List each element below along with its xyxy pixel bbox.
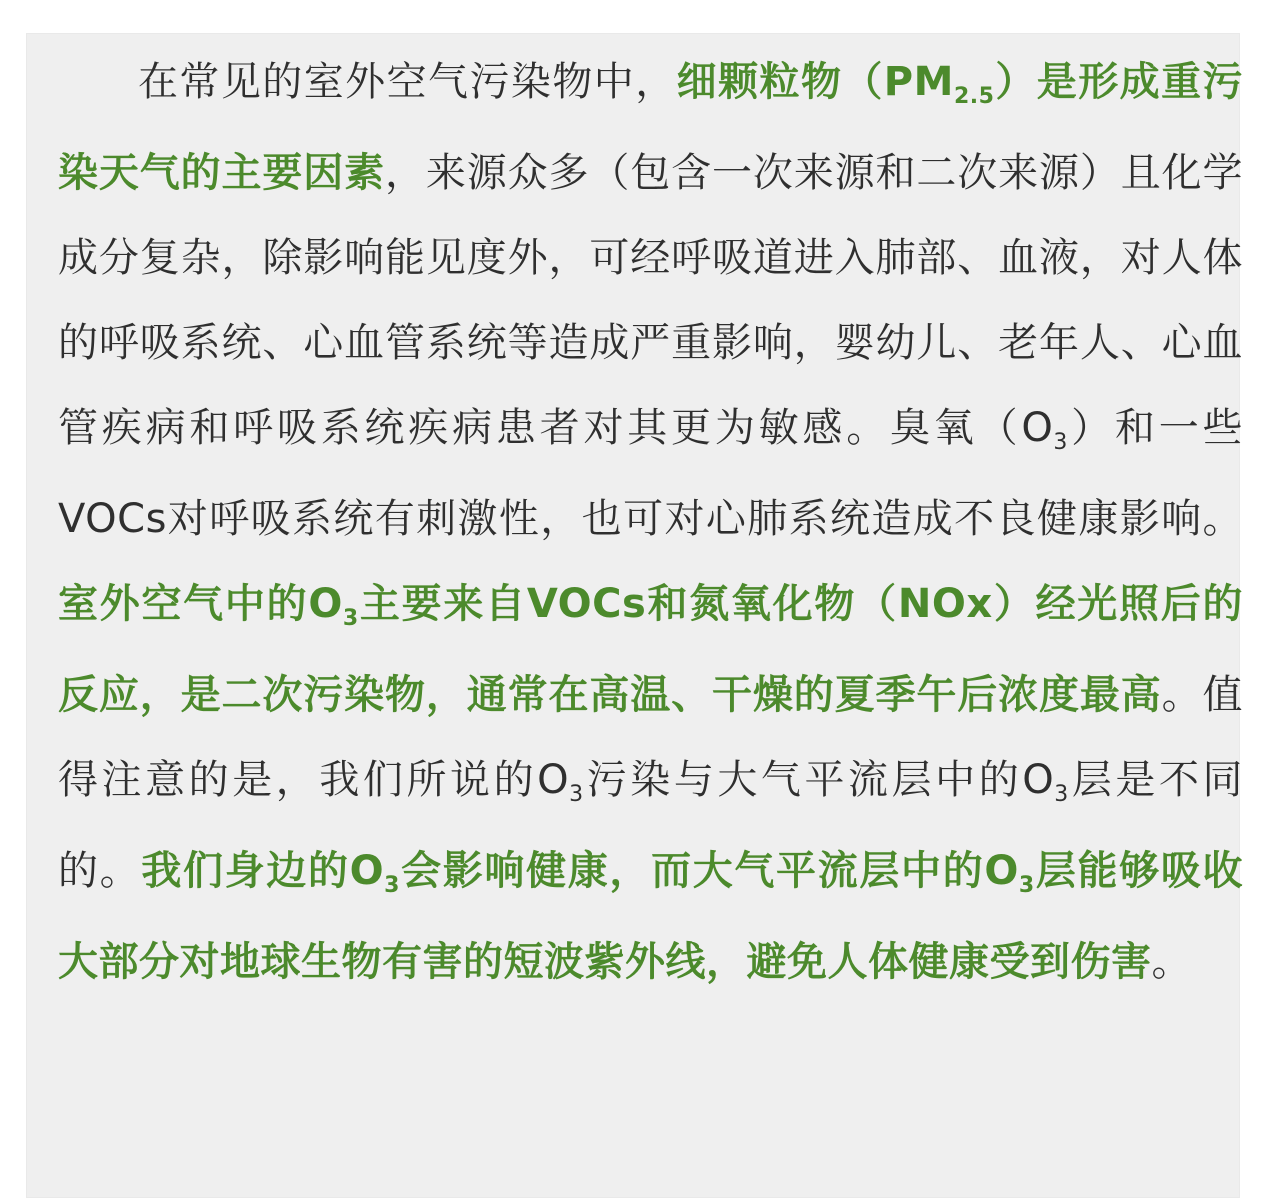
subscript: 3 [1018,872,1035,898]
subscript: 3 [342,605,359,631]
text-segment: ）和一些VOCs对呼吸系统有刺激性，也可对心肺系统造成不良健康影响。 [58,405,1243,542]
highlight-o3-source [58,581,1243,718]
highlight-text: 层能够吸收大部分对地球生物有害的短波紫外线，避免人体健康受到伤害 [58,848,1243,985]
text-segment: 污染与大气平流层中的O [583,757,1055,803]
highlight-text: 我们身边的O [141,848,385,894]
subscript: 3 [384,872,400,898]
text-segment: 层是不同的。 [58,757,1244,894]
text-segment: 。值得注意的是，我们所说的O [58,672,1243,803]
highlight-text: ）是形成重污染天气的主要因素 [58,59,1244,196]
subscript: 3 [569,781,584,807]
text-segment: 。 [1151,939,1192,985]
highlight-text: 细颗粒物（PM [676,59,954,105]
text-segment: 在常见的室外空气污染物中， [138,59,677,105]
body-paragraph [58,40,1243,1005]
highlight-text: 会影响健康，而大气平流层中的O [399,848,1019,894]
highlight-text: 主要来自VOCs和氮氧化物（NOx）经光照后的反应，是二次污染物，通常在高温、干燥的夏季午后浓度最高 [58,581,1243,718]
text-segment: ，来源众多（包含一次来源和二次来源）且化学成分复杂，除影响能见度外，可经呼吸道进入肺部、血液，对人体的呼吸系统、心血管系统等造成严重影响，婴幼儿、老年人、心血管疾病和呼吸系统疾病患者对其更为敏感。臭氧（O [58,150,1243,451]
subscript: 2.5 [953,83,995,109]
subscript: 3 [1053,429,1068,455]
subscript: 3 [1054,781,1069,807]
highlight-text: 室外空气中的O [58,581,343,627]
highlight-o3-health [58,848,1243,985]
